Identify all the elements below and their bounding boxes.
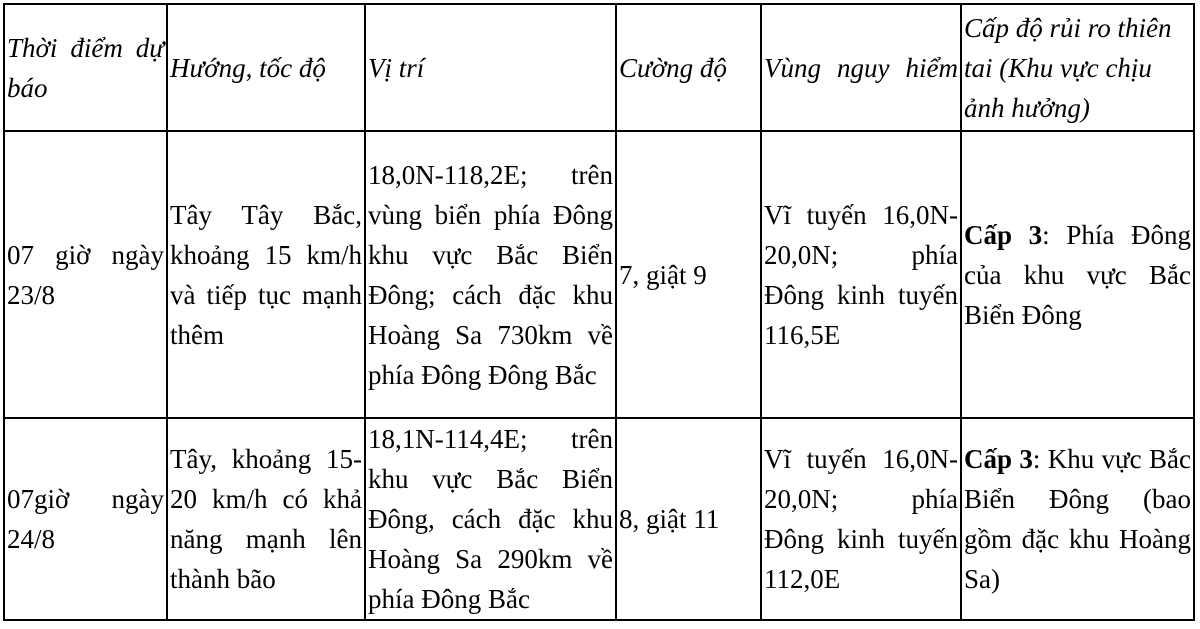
table-row	[4, 418, 1194, 620]
cell-position: 18,1N-114,4E; trên khu vực Bắc Biển Đông, cách đặc khu Hoàng Sa 290km về phía Đông Bắc	[365, 418, 616, 620]
cropped-footer-fragment	[0, 622, 1200, 629]
cell-danger-zone: Vĩ tuyến 16,0N-20,0N; phía Đông kinh tuyến 112,0E	[761, 418, 961, 620]
cell-position: 18,0N-118,2E; trên vùng biển phía Đông khu vực Bắc Biển Đông; cách đặc khu Hoàng Sa 730km về phía Đông Đông Bắc	[365, 131, 616, 418]
risk-level-label: Cấp 3	[964, 444, 1033, 474]
cell-danger-zone: Vĩ tuyến 16,0N-20,0N; phía Đông kinh tuyến 116,5E	[761, 131, 961, 418]
table-header-row	[4, 4, 1194, 131]
cell-risk-level	[961, 418, 1194, 620]
cell-forecast-time: 07giờ ngày 24/8	[4, 418, 167, 620]
cell-intensity: 7, giật 9	[616, 131, 761, 418]
cell-risk-level	[961, 131, 1194, 418]
table-row	[4, 131, 1194, 418]
cell-direction-speed: Tây Tây Bắc, khoảng 15 km/h và tiếp tục mạnh thêm	[167, 131, 365, 418]
risk-area-text: : Phía Đông của khu vực Bắc Biển Đông	[964, 219, 1191, 330]
cell-intensity: 8, giật 11	[616, 418, 761, 620]
header-risk-level: Cấp độ rủi ro thiên tai (Khu vực chịu ảnh hưởng)	[961, 4, 1194, 131]
header-position: Vị trí	[365, 4, 616, 131]
cell-direction-speed: Tây, khoảng 15-20 km/h có khả năng mạnh lên thành bão	[167, 418, 365, 620]
header-forecast-time: Thời điểm dự báo	[4, 4, 167, 131]
header-intensity: Cường độ	[616, 4, 761, 131]
risk-area-text: : Khu vực Bắc Biển Đông (bao gồm đặc khu Hoàng Sa)	[964, 444, 1191, 594]
header-danger-zone: Vùng nguy hiểm	[761, 4, 961, 131]
cell-forecast-time: 07 giờ ngày 23/8	[4, 131, 167, 418]
risk-level-label: Cấp 3	[964, 219, 1043, 250]
forecast-table	[3, 3, 1195, 621]
header-direction-speed: Hướng, tốc độ	[167, 4, 365, 131]
